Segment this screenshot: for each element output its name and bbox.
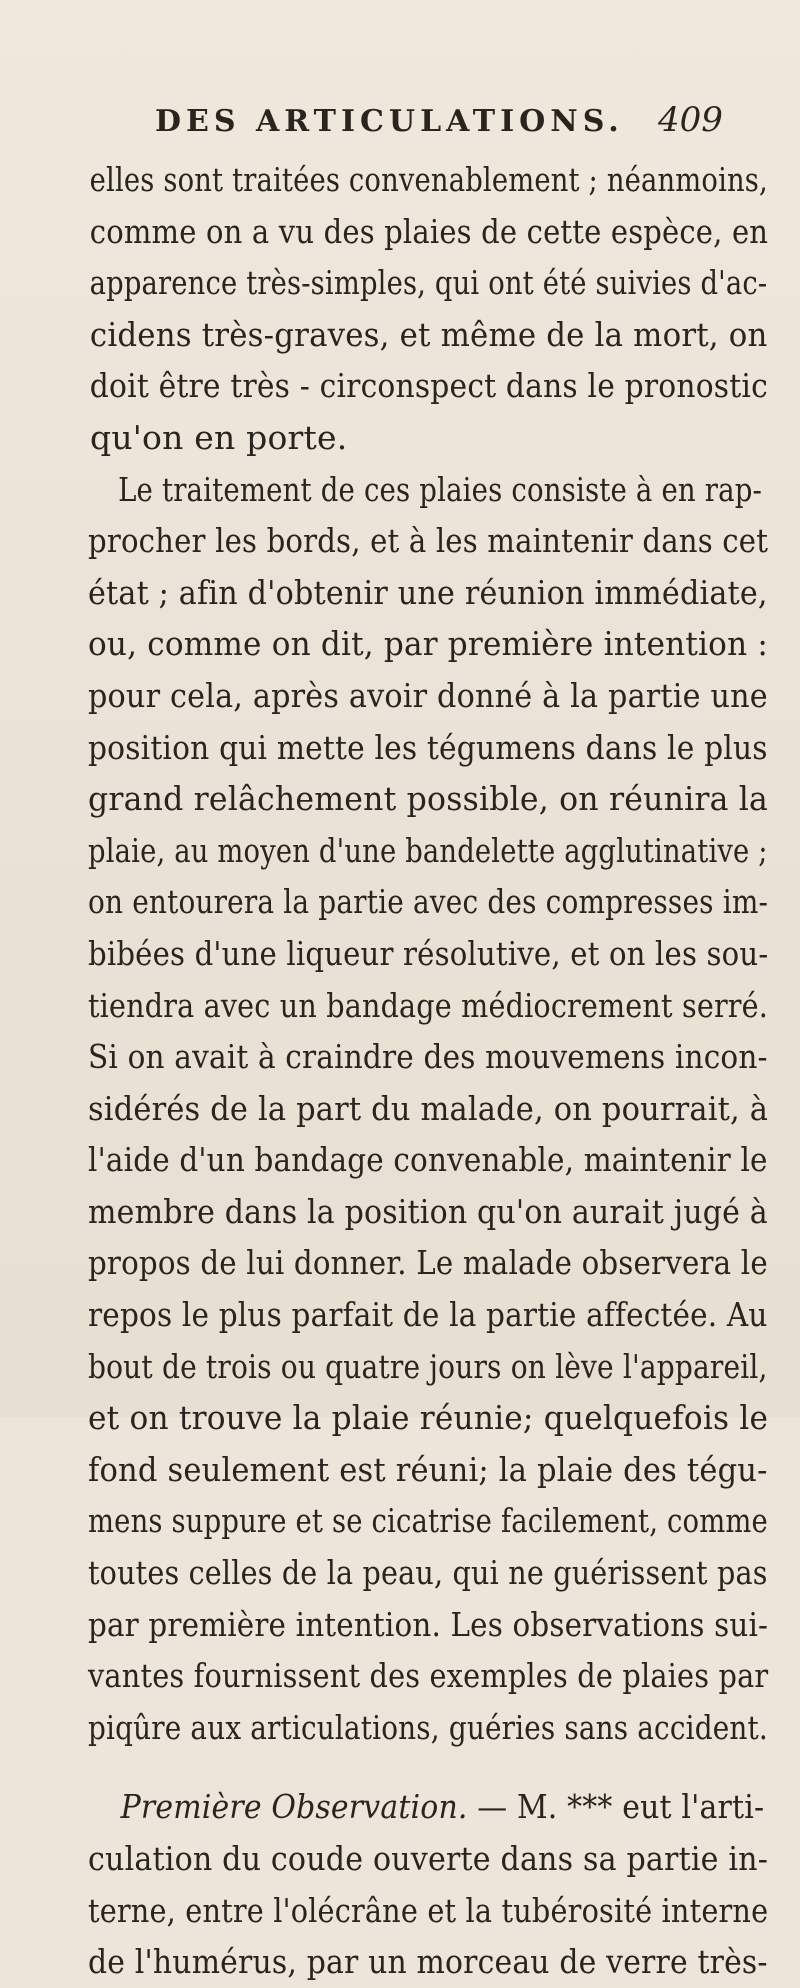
text-line: fond seulement est réuni; la plaie des tégu- (88, 1449, 768, 1489)
text-line: Le traitement de ces plaies consiste à en rap- (118, 469, 763, 509)
text-line: procher les bords, et à les maintenir dans cet (88, 521, 769, 561)
text-line: piqûre aux articulations, guéries sans accident. (88, 1707, 768, 1747)
paragraph-2 (88, 464, 768, 1754)
text-line: on entourera la partie avec des compresses im- (88, 882, 769, 922)
text-line: repos le plus parfait de la partie affectée. Au (88, 1295, 768, 1335)
text-line: position qui mette les tégumens dans le plus (88, 727, 768, 767)
text-line: terne, entre l'olécrâne et la tubérosité interne (88, 1890, 769, 1930)
text-line: plaie, au moyen d'une bandelette agglutinative ; (88, 830, 768, 870)
observation-first-line (88, 1781, 765, 1833)
page-number: 409 (658, 100, 723, 140)
text-line: ou, comme on dit, par première intention : (88, 624, 769, 664)
observation-first-line-text: — M. *** eut l'arti- (467, 1787, 765, 1827)
text-line: culation du coude ouverte dans sa partie in- (88, 1839, 769, 1878)
text-line: doit être très - circonspect dans le pronostic (89, 366, 768, 406)
text-line: vantes fournissent des exemples de plaies par (88, 1656, 769, 1696)
text-line: comme on a vu des plaies de cette espèce, en (89, 211, 769, 251)
text-line: sidérés de la part du malade, on pourrait, à (88, 1088, 769, 1128)
observation-heading: Première Observation. (120, 1787, 468, 1827)
text-line: bout de trois ou quatre jours on lève l'appareil, (88, 1346, 768, 1386)
text-line: grand relâchement possible, on réunira la (88, 779, 769, 819)
running-title: DES ARTICULATIONS. (155, 104, 624, 139)
text-line: pour cela, après avoir donné à la partie une (88, 675, 768, 715)
text-line: état ; afin d'obtenir une réunion immédiate, (88, 572, 768, 612)
text-line: Si on avait à craindre des mouvemens incon- (88, 1037, 768, 1077)
text-line: et on trouve la plaie réunie; quelquefois le (88, 1398, 769, 1438)
text-line: elles sont traitées convenablement ; néanmoins, (89, 160, 768, 199)
text-line: tiendra avec un bandage médiocrement serré. (88, 985, 769, 1025)
text-line: l'aide d'un bandage convenable, maintenir le (88, 1140, 768, 1180)
text-line: propos de lui donner. Le malade observera le (88, 1243, 768, 1283)
text-line: apparence très-simples, qui ont été suivies d'ac- (89, 263, 768, 303)
page-header (0, 100, 800, 150)
text-line: qu'on en porte. (90, 417, 348, 457)
text-line: toutes celles de la peau, qui ne guérissent pas (88, 1553, 768, 1593)
text-line: de l'humérus, par un morceau de verre très- (88, 1942, 768, 1982)
paragraph-gap (88, 1753, 768, 1781)
text-line: bibées d'une liqueur résolutive, et on les sou- (88, 933, 769, 973)
text-line: membre dans la position qu'on aurait jugé à (88, 1191, 768, 1231)
observation-paragraph (88, 1781, 768, 1987)
text-line: par première intention. Les observations sui- (88, 1604, 769, 1644)
text-line: mens suppure et se cicatrise facilement, comme (88, 1501, 768, 1541)
paragraph-1 (88, 154, 768, 464)
text-line: cidens très-graves, et même de la mort, on (89, 314, 768, 354)
body-text (88, 154, 768, 1988)
